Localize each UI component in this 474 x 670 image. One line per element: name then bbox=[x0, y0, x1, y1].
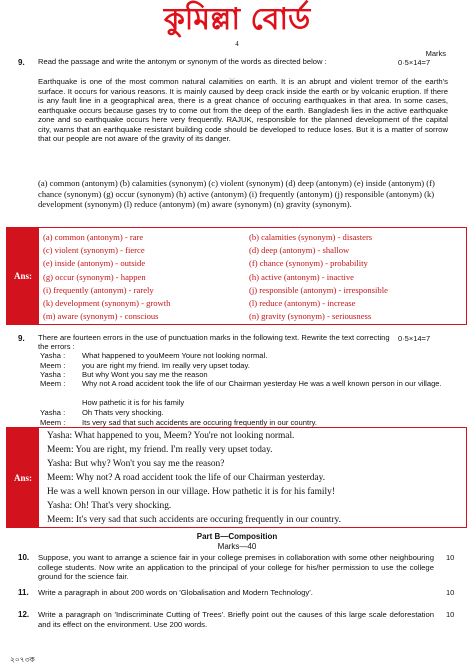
answer-item: (n) gravity (synonym) - seriousness bbox=[249, 311, 372, 322]
answer-tag: Ans: bbox=[7, 228, 39, 324]
question-number: 11. bbox=[18, 588, 29, 597]
question-instruction: There are fourteen errors in the use of punctuation marks in the following text. Rewrite the text correcting the errors : bbox=[38, 333, 390, 352]
question-number: 9. bbox=[18, 334, 25, 343]
answer-item: (f) chance (synonym) - probability bbox=[249, 258, 368, 269]
answer-item: (j) responsible (antonym) - irresponsible bbox=[249, 284, 388, 295]
dialog-text: you are right my friend. Im really very upset today. bbox=[82, 361, 250, 370]
question-marks: 10 bbox=[446, 553, 455, 562]
question-number: 10. bbox=[18, 553, 30, 562]
question-marks: 0·5×14=7 bbox=[398, 58, 431, 67]
question-marks: 10 bbox=[446, 610, 455, 619]
page-number: 4 bbox=[235, 40, 239, 48]
answer-line: Meem: It's very sad that such accidents are occuring frequently in our country. bbox=[47, 515, 341, 525]
question-marks: 0·5×14=7 bbox=[398, 334, 431, 343]
part-b-marks: Marks—40 bbox=[217, 542, 257, 551]
answer-line: Meem: Why not? A road accident took the life of our Chairman yesterday. bbox=[47, 473, 326, 483]
question-marks: 10 bbox=[446, 588, 455, 597]
word-options: (a) common (antonym) (b) calamities (synonym) (c) violent (synonym) (d) deep (antonym) (e) inside (antonym) (f) chance (synonym) (g) occur (synonym) (h) active (antonym) (i) frequently (antonym) (j) responsible (antonym) (k) development (synonym) (l) reduce (antonym) (m) aware (synonym) (n) gravity (synonym). bbox=[38, 178, 435, 210]
dialog-text: What happened to youMeem Youre not looking normal. bbox=[82, 351, 268, 360]
speaker-label: Meem : bbox=[40, 361, 66, 370]
reading-passage: Earthquake is one of the most common natural calamities on earth. It is an abrupt and violent tremor of the earth's surface. It occurs for various reasons. It is mainly caused by deep crack inside the earth or by volcanic eruption. If there is any fault line in a geographical area, there is a great chance of occuring earthquakes in that area. In some cases, earthquake occurs because gases try to come out from the deep of the earth. Bangladesh lies in the active earthquake zone and so earthquake occurs here very frequently. RAJUK, responsible for the planned development of the capital city, warns that an earthquake resistant building code should be developed to reduce loses. But it is a matter of sorrow that our people are not aware of the gravity of its danger. bbox=[38, 77, 448, 143]
answer-item: (e) inside (antonym) - outside bbox=[43, 258, 146, 269]
answer-box-punctuation bbox=[6, 427, 467, 528]
question-text: Write a paragraph on 'Indiscriminate Cutting of Trees'. Briefly point out the causes of this large scale deforestation and its effect on the environment. Use 200 words. bbox=[38, 610, 434, 629]
dialog-text: Its very sad that such accidents are occuring frequently in our country. bbox=[82, 418, 317, 427]
answer-grid bbox=[43, 228, 466, 324]
answer-item: (g) occur (synonym) - happen bbox=[43, 271, 146, 282]
marks-heading: Marks bbox=[425, 49, 446, 58]
answer-item: (k) development (synonym) - growth bbox=[43, 298, 171, 308]
answer-box-vocabulary bbox=[6, 227, 467, 325]
answer-item: (b) calamities (synonym) - disasters bbox=[249, 232, 373, 242]
question-text: Write a paragraph in about 200 words on 'Globalisation and Modern Technology'. bbox=[38, 588, 313, 597]
answer-item: (l) reduce (antonym) - increase bbox=[249, 298, 356, 308]
dialog-text: Why not A road accident took the life of our Chairman yesterday He was a well known person in our village. bbox=[82, 379, 442, 388]
answer-item: (c) violent (synonym) - fierce bbox=[43, 245, 145, 256]
answer-line: Yasha: But why? Won't you say me the reason? bbox=[47, 459, 225, 469]
speaker-label: Meem : bbox=[40, 418, 66, 427]
page-footer: ২০৭৩ক bbox=[10, 655, 35, 664]
dialog-text: But why Wont you say me the reason bbox=[82, 370, 208, 379]
answer-item: (i) frequently (antonym) - rarely bbox=[43, 284, 154, 295]
answer-line: He was a well known person in our village. How pathetic it is for his family! bbox=[47, 487, 335, 497]
answer-item: (m) aware (synonym) - conscious bbox=[43, 311, 159, 322]
speaker-label: Meem : bbox=[40, 379, 66, 388]
question-number: 9. bbox=[18, 58, 25, 67]
answer-line: Meem: You are right, my friend. I'm really very upset today. bbox=[47, 445, 273, 455]
answer-tag: Ans: bbox=[7, 428, 39, 527]
answer-item: (h) active (antonym) - inactive bbox=[249, 271, 354, 282]
question-number: 12. bbox=[18, 610, 30, 619]
dialog-text: How pathetic it is for his family bbox=[82, 398, 185, 407]
answer-line: Yasha: What happened to you, Meem? You're not looking normal. bbox=[47, 431, 295, 441]
question-instruction: Read the passage and write the antonym or synonym of the words as directed below : bbox=[38, 57, 327, 66]
dialog-text: Oh Thats very shocking. bbox=[82, 408, 164, 417]
answer-item: (d) deep (antonym) - shallow bbox=[249, 245, 350, 256]
speaker-label: Yasha : bbox=[40, 408, 66, 417]
speaker-label: Yasha : bbox=[40, 370, 66, 379]
answer-line: Yasha: Oh! That's very shocking. bbox=[47, 501, 172, 511]
answer-item: (a) common (antonym) - rare bbox=[43, 232, 144, 242]
board-title: কুমিল্লা বোর্ড bbox=[163, 2, 311, 37]
speaker-label: Yasha : bbox=[40, 351, 66, 360]
part-b-title: Part B—Composition bbox=[196, 532, 278, 541]
question-text: Suppose, you want to arrange a science fair in your college premises in collaboration with some other neighbouring college students. Now write an application to the principal of your college for his/her permission to use the college ground for the science fair. bbox=[38, 553, 434, 581]
